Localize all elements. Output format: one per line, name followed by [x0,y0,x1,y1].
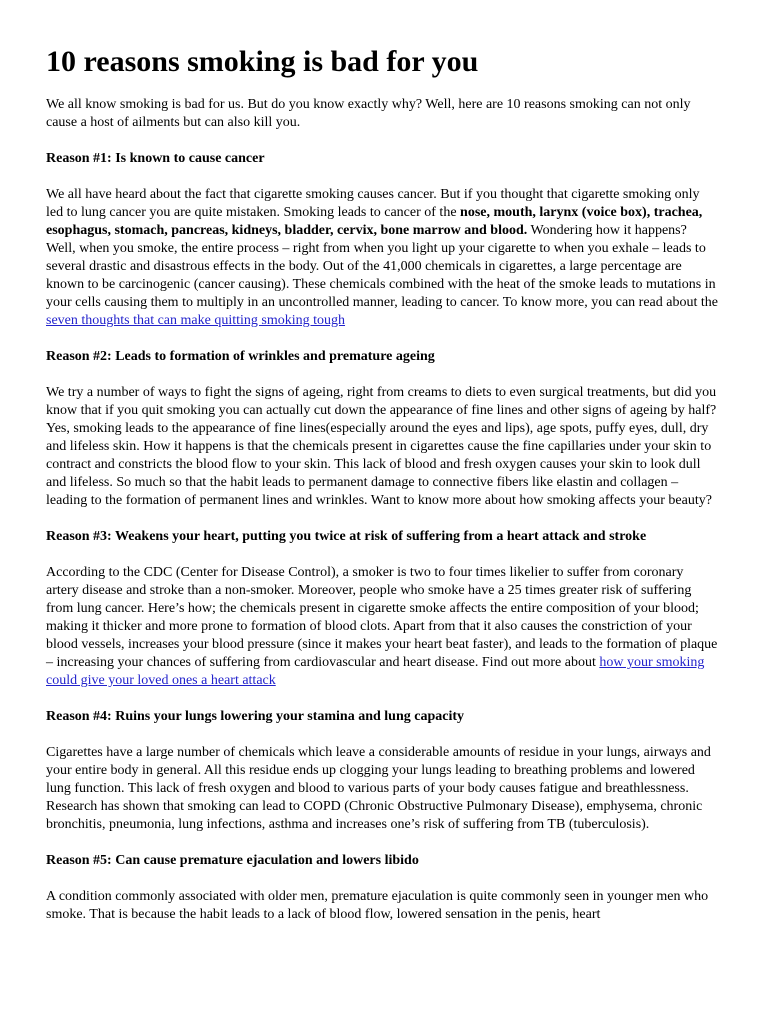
reason-1-body [46,186,718,330]
reason-1-link[interactable]: seven thoughts that can make quitting smoking tough [46,313,346,328]
reason-4-heading: Reason #4: Ruins your lungs lowering your stamina and lung capacity [46,709,464,724]
reason-3-link[interactable]: how your smoking could give your loved ones a heart attack [46,655,705,688]
reason-5-heading: Reason #5: Can cause premature ejaculation and lowers libido [46,853,419,868]
reason-3-heading: Reason #3: Weakens your heart, putting you twice at risk of suffering from a heart attack and stroke [46,529,647,544]
reason-3-text: According to the CDC (Center for Disease Control), a smoker is two to four times likelier to suffer from coronary artery disease and stroke than a non-smoker. Moreover, people who smoke have a 25 times greater risk of suffering from lung cancer. Here’s how; the chemicals present in cigarette smoke affects the entire composition of your blood; making it thicker and more prone to formation of blood clots. Apart from that it also causes the constriction of your blood vessels, increases your blood pressure (since it makes your heart beat faster), and leads to the formation of plaque – increasing your chances of suffering from cardiovascular and heart disease. Find out more about [46,565,718,670]
reason-4-body: Cigarettes have a large number of chemicals which leave a considerable amounts of residue in your lungs, airways and your entire body in general. All this residue ends up clogging your lungs leading to breathing problems and lowered lung function. This lack of fresh oxygen and blood to various parts of your body causes fatigue and breathlessness. Research has shown that smoking can lead to COPD (Chronic Obstructive Pulmonary Disease), emphysema, chronic bronchitis, pneumonia, lung infections, asthma and increases one’s risk of suffering from TB (tuberculosis). [46,745,711,832]
article [46,44,718,942]
reason-2-heading: Reason #2: Leads to formation of wrinkles and premature ageing [46,349,435,364]
article-title: 10 reasons smoking is bad for you [46,45,479,78]
intro-paragraph: We all know smoking is bad for us. But do you know exactly why? Well, here are 10 reasons smoking can not only cause a host of ailments but can also kill you. [46,97,691,130]
reason-1-text-a: We all have heard about the fact that cigarette smoking causes cancer. But if you thought that cigarette smoking only led to lung cancer you are quite mistaken. Smoking leads to cancer of the [46,187,700,220]
reason-1-heading: Reason #1: Is known to cause cancer [46,151,265,166]
reason-2-body: We try a number of ways to fight the signs of ageing, right from creams to diets to even surgical treatments, but did you know that if you quit smoking you can actually cut down the appearance of fine lines and other signs of ageing by half? Yes, smoking leads to the appearance of fine lines(especially around the eyes and lips), age spots, puffy eyes, dull, dry and lifeless skin. How it happens is that the chemicals present in cigarettes cause the fine capillaries under your skin to contract and constricts the blood flow to your skin. This lack of blood and fresh oxygen causes your skin to look dull and lifeless. So much so that the habit leads to permanent damage to connective fibers like elastin and collagen – leading to the formation of permanent lines and wrinkles. Want to know more about how smoking affects your beauty? [46,385,717,508]
reason-3-body [46,564,718,690]
reason-1-bold-organs: nose, mouth, larynx (voice box), trachea, esophagus, stomach, pancreas, kidneys, bladder, cervix, bone marrow and blood. [46,205,703,238]
reason-5-body: A condition commonly associated with older men, premature ejaculation is quite commonly seen in younger men who smoke. That is because the habit leads to a lack of blood flow, lowered sensation in the penis, heart [46,889,709,922]
reason-1-text-b: Wondering how it happens? Well, when you smoke, the entire process – right from when you light up your cigarette to when you exhale – leads to several drastic and disastrous effects in the body. Out of the 41,000 chemicals in cigarettes, a large percentage are known to be carcinogenic (cancer causing). These chemicals combined with the heat of the smoke leads to mutations in your cells causing them to multiply in an uncontrolled manner, leading to cancer. To know more, you can read about the [46,223,718,310]
